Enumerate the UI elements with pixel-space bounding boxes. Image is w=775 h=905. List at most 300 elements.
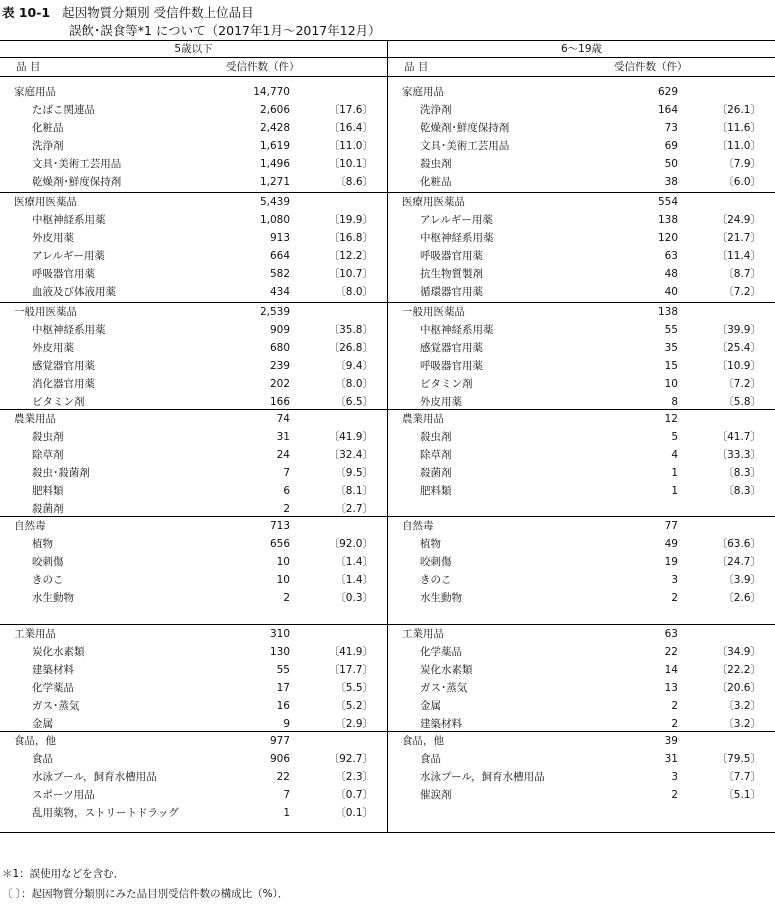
category-group — [0, 302, 387, 411]
category-group — [0, 624, 387, 733]
item-percentage: 〔25.4〕 — [716, 342, 761, 354]
item-percentage: 〔6.5〕 — [335, 396, 373, 408]
item-name: 除草剤 — [32, 449, 64, 461]
category-group — [388, 192, 775, 301]
item-percentage: 〔41.7〕 — [716, 431, 761, 443]
category-name: 食品，他 — [14, 735, 56, 747]
category-group — [388, 409, 775, 500]
table-row — [0, 464, 387, 482]
item-count: 239 — [269, 360, 290, 372]
age-header: 5歳以下 — [0, 41, 387, 58]
table-row — [0, 247, 387, 265]
item-count: 1,080 — [259, 214, 290, 226]
item-percentage: 〔8.3〕 — [723, 467, 761, 479]
count-header: 受信件数（件） — [226, 61, 300, 73]
category-name: 農業用品 — [14, 413, 56, 425]
category-row — [0, 193, 387, 211]
item-name: 中枢神経系用薬 — [420, 324, 494, 336]
item-percentage: 〔3.2〕 — [723, 700, 761, 712]
category-total: 14,770 — [253, 86, 290, 98]
category-row — [0, 410, 387, 428]
item-name: 殺虫･殺菌剤 — [32, 467, 90, 479]
item-name: 肥料類 — [32, 485, 64, 497]
table-row — [0, 661, 387, 679]
item-name: 抗生物質製剤 — [420, 268, 483, 280]
table-row — [388, 768, 775, 786]
category-group — [388, 624, 775, 733]
table-row — [388, 482, 775, 500]
item-count: 120 — [657, 232, 678, 244]
table-row — [0, 101, 387, 119]
category-total: 12 — [664, 413, 678, 425]
item-count: 19 — [664, 556, 678, 568]
item-count: 73 — [664, 122, 678, 134]
category-group — [0, 192, 387, 301]
item-percentage: 〔3.9〕 — [723, 574, 761, 586]
item-percentage: 〔22.2〕 — [716, 664, 761, 676]
item-name: 咬刺傷 — [420, 556, 452, 568]
item-name: きのこ — [420, 574, 452, 586]
item-name: 文具･美術工芸用品 — [32, 158, 122, 170]
category-group — [0, 83, 387, 191]
table-row — [388, 119, 775, 137]
item-count: 656 — [269, 538, 290, 550]
item-percentage: 〔92.0〕 — [328, 538, 373, 550]
item-name: アレルギー用薬 — [32, 250, 105, 262]
table-row — [388, 750, 775, 768]
item-percentage: 〔32.4〕 — [328, 449, 373, 461]
category-total: 713 — [269, 520, 290, 532]
item-percentage: 〔5.2〕 — [335, 700, 373, 712]
table-row — [0, 804, 387, 822]
item-count: 1,496 — [259, 158, 290, 170]
table-row — [0, 571, 387, 589]
category-group — [0, 731, 387, 822]
item-count: 434 — [269, 286, 290, 298]
item-count: 1 — [671, 467, 678, 479]
table-row — [388, 101, 775, 119]
category-row — [0, 732, 387, 750]
table-row — [0, 155, 387, 173]
category-group — [388, 516, 775, 607]
item-count: 906 — [269, 753, 290, 765]
item-name: スポーツ用品 — [32, 789, 95, 801]
category-name: 家庭用品 — [402, 86, 444, 98]
table-title-line1: 起因物質分類別 受信件数上位品目 — [62, 5, 254, 20]
table-row — [388, 535, 775, 553]
item-name: ガス･蒸気 — [420, 682, 468, 694]
item-count: 1,619 — [259, 140, 290, 152]
item-name: 除草剤 — [420, 449, 452, 461]
item-percentage: 〔3.2〕 — [723, 718, 761, 730]
table-row — [0, 697, 387, 715]
item-name: 水生動物 — [420, 592, 462, 604]
table-row — [388, 229, 775, 247]
item-name: 催涙剤 — [420, 789, 452, 801]
category-total: 2,539 — [259, 306, 290, 318]
item-name: 建築材料 — [420, 718, 462, 730]
table-row — [388, 321, 775, 339]
item-percentage: 〔26.8〕 — [328, 342, 373, 354]
table-row — [0, 229, 387, 247]
item-name: 建築材料 — [32, 664, 74, 676]
item-count: 3 — [671, 574, 678, 586]
item-count: 49 — [664, 538, 678, 550]
item-count: 9 — [283, 718, 290, 730]
category-row — [0, 83, 387, 101]
table-row — [388, 679, 775, 697]
table-row — [0, 446, 387, 464]
table-row — [388, 446, 775, 464]
item-name: 金属 — [32, 718, 53, 730]
item-count: 2 — [283, 503, 290, 515]
item-name: 乱用薬物，ストリートドラッグ — [32, 807, 179, 819]
item-percentage: 〔41.9〕 — [328, 646, 373, 658]
table-row — [0, 265, 387, 283]
table-row — [388, 428, 775, 446]
item-name: 文具･美術工芸用品 — [420, 140, 510, 152]
column-header — [0, 58, 387, 77]
table-row — [0, 339, 387, 357]
item-name: 外皮用薬 — [32, 232, 74, 244]
item-name: 外皮用薬 — [420, 396, 462, 408]
category-row — [388, 732, 775, 750]
item-count: 1 — [671, 485, 678, 497]
item-count: 63 — [664, 250, 678, 262]
item-count: 10 — [276, 556, 290, 568]
item-name: 感覚器官用薬 — [32, 360, 95, 372]
item-name: 殺虫剤 — [420, 158, 452, 170]
table-row — [388, 589, 775, 607]
item-count: 913 — [269, 232, 290, 244]
table-row — [0, 553, 387, 571]
item-name: 化学薬品 — [420, 646, 462, 658]
table-row — [388, 283, 775, 301]
table-row — [388, 173, 775, 191]
item-name: 水生動物 — [32, 592, 74, 604]
item-count: 2 — [671, 789, 678, 801]
item-percentage: 〔10.7〕 — [328, 268, 373, 280]
column-header — [388, 58, 775, 77]
item-name: 化粧品 — [32, 122, 64, 134]
item-count: 2,428 — [259, 122, 290, 134]
item-name: 殺菌剤 — [420, 467, 452, 479]
table-title — [2, 3, 254, 21]
table-row — [388, 137, 775, 155]
item-count: 15 — [664, 360, 678, 372]
category-row — [388, 83, 775, 101]
item-percentage: 〔0.3〕 — [335, 592, 373, 604]
item-percentage: 〔8.0〕 — [335, 286, 373, 298]
item-percentage: 〔2.3〕 — [335, 771, 373, 783]
category-row — [388, 517, 775, 535]
item-count: 4 — [671, 449, 678, 461]
item-percentage: 〔34.9〕 — [716, 646, 761, 658]
item-percentage: 〔2.6〕 — [723, 592, 761, 604]
table-row — [0, 428, 387, 446]
item-count: 1 — [283, 807, 290, 819]
table-row — [388, 553, 775, 571]
category-total: 5,439 — [259, 196, 290, 208]
item-percentage: 〔35.8〕 — [328, 324, 373, 336]
table-row — [388, 697, 775, 715]
item-count: 6 — [283, 485, 290, 497]
category-total: 39 — [664, 735, 678, 747]
item-name: 殺菌剤 — [32, 503, 64, 515]
item-name: きのこ — [32, 574, 64, 586]
table-number: 表 10-1 — [2, 5, 51, 20]
table-row — [388, 661, 775, 679]
item-name: 中枢神経系用薬 — [32, 214, 106, 226]
category-total: 554 — [657, 196, 678, 208]
item-count: 5 — [671, 431, 678, 443]
table-row — [388, 786, 775, 804]
item-count: 48 — [664, 268, 678, 280]
footnote-1: ＊1：誤使用などを含む． — [2, 868, 125, 880]
item-count: 69 — [664, 140, 678, 152]
item-percentage: 〔8.6〕 — [335, 176, 373, 188]
category-name: 一般用医薬品 — [402, 306, 465, 318]
item-percentage: 〔33.3〕 — [716, 449, 761, 461]
item-count: 10 — [276, 574, 290, 586]
item-count: 680 — [269, 342, 290, 354]
item-percentage: 〔21.7〕 — [716, 232, 761, 244]
table-row — [0, 768, 387, 786]
item-count: 50 — [664, 158, 678, 170]
item-percentage: 〔24.7〕 — [716, 556, 761, 568]
item-name: 化学薬品 — [32, 682, 74, 694]
item-percentage: 〔9.5〕 — [335, 467, 373, 479]
item-name: 化粧品 — [420, 176, 452, 188]
category-total: 77 — [664, 520, 678, 532]
item-percentage: 〔63.6〕 — [716, 538, 761, 550]
item-percentage: 〔79.5〕 — [716, 753, 761, 765]
table-row — [0, 321, 387, 339]
item-count: 31 — [664, 753, 678, 765]
item-percentage: 〔8.1〕 — [335, 485, 373, 497]
item-count: 7 — [283, 467, 290, 479]
category-group — [388, 83, 775, 191]
item-percentage: 〔10.9〕 — [716, 360, 761, 372]
table-row — [0, 589, 387, 607]
item-name: 消化器官用薬 — [32, 378, 95, 390]
item-percentage: 〔7.2〕 — [723, 286, 761, 298]
category-total: 74 — [276, 413, 290, 425]
category-name: 工業用品 — [14, 628, 56, 640]
table-row — [388, 155, 775, 173]
category-name: 農業用品 — [402, 413, 444, 425]
item-percentage: 〔0.1〕 — [335, 807, 373, 819]
item-percentage: 〔10.1〕 — [328, 158, 373, 170]
table-row — [0, 173, 387, 191]
category-row — [388, 410, 775, 428]
item-percentage: 〔5.5〕 — [335, 682, 373, 694]
item-percentage: 〔1.4〕 — [335, 556, 373, 568]
category-name: 一般用医薬品 — [14, 306, 77, 318]
item-name: アレルギー用薬 — [420, 214, 493, 226]
item-name: ガス･蒸気 — [32, 700, 80, 712]
table-row — [388, 211, 775, 229]
item-count: 22 — [664, 646, 678, 658]
item-name: 呼吸器官用薬 — [420, 360, 483, 372]
item-count: 164 — [657, 104, 678, 116]
table-row — [0, 482, 387, 500]
item-count: 166 — [269, 396, 290, 408]
count-header: 受信件数（件） — [614, 61, 688, 73]
item-count: 24 — [276, 449, 290, 461]
item-name: 炭化水素類 — [32, 646, 85, 658]
item-name: 血液及び体液用薬 — [32, 286, 116, 298]
footnote-2: 〔 〕：起因物質分類別にみた品目別受信件数の構成比（%）． — [2, 888, 289, 900]
item-count: 664 — [269, 250, 290, 262]
item-percentage: 〔9.4〕 — [335, 360, 373, 372]
table-row — [0, 211, 387, 229]
item-name: 食品 — [32, 753, 53, 765]
item-percentage: 〔8.3〕 — [723, 485, 761, 497]
table-row — [388, 339, 775, 357]
category-group — [388, 731, 775, 804]
table-row — [0, 283, 387, 301]
item-name: 金属 — [420, 700, 441, 712]
item-percentage: 〔20.6〕 — [716, 682, 761, 694]
item-percentage: 〔2.9〕 — [335, 718, 373, 730]
item-name: 水泳プール，飼育水槽用品 — [420, 771, 545, 783]
item-name: 殺虫剤 — [32, 431, 64, 443]
item-count: 8 — [671, 396, 678, 408]
item-count: 40 — [664, 286, 678, 298]
category-group — [0, 409, 387, 518]
item-percentage: 〔92.7〕 — [328, 753, 373, 765]
item-count: 1,271 — [259, 176, 290, 188]
item-percentage: 〔7.9〕 — [723, 158, 761, 170]
item-percentage: 〔16.8〕 — [328, 232, 373, 244]
table-row — [0, 375, 387, 393]
item-percentage: 〔0.7〕 — [335, 789, 373, 801]
item-name: ビタミン剤 — [32, 396, 85, 408]
category-name: 自然毒 — [402, 520, 434, 532]
item-percentage: 〔5.1〕 — [723, 789, 761, 801]
item-count: 138 — [657, 214, 678, 226]
category-row — [388, 625, 775, 643]
item-percentage: 〔1.4〕 — [335, 574, 373, 586]
item-percentage: 〔19.9〕 — [328, 214, 373, 226]
item-name: 乾燥剤･鮮度保持剤 — [420, 122, 510, 134]
item-name: 外皮用薬 — [32, 342, 74, 354]
category-group — [0, 516, 387, 607]
table-row — [0, 119, 387, 137]
table-row — [0, 137, 387, 155]
item-count: 35 — [664, 342, 678, 354]
item-count: 38 — [664, 176, 678, 188]
table-row — [0, 679, 387, 697]
item-count: 13 — [664, 682, 678, 694]
item-name: 炭化水素類 — [420, 664, 473, 676]
item-percentage: 〔17.7〕 — [328, 664, 373, 676]
table-row — [388, 357, 775, 375]
item-count: 7 — [283, 789, 290, 801]
item-count: 55 — [664, 324, 678, 336]
item-percentage: 〔5.8〕 — [723, 396, 761, 408]
item-percentage: 〔8.7〕 — [723, 268, 761, 280]
item-count: 2 — [671, 700, 678, 712]
item-count: 202 — [269, 378, 290, 390]
item-name: 殺虫剤 — [420, 431, 452, 443]
table-column-under5 — [0, 41, 387, 832]
item-percentage: 〔26.1〕 — [716, 104, 761, 116]
item-name: 洗浄剤 — [32, 140, 64, 152]
item-name: 循環器官用薬 — [420, 286, 483, 298]
category-name: 医療用医薬品 — [14, 196, 77, 208]
item-percentage: 〔11.6〕 — [716, 122, 761, 134]
table-row — [0, 535, 387, 553]
category-name: 食品，他 — [402, 735, 444, 747]
item-percentage: 〔16.4〕 — [328, 122, 373, 134]
category-name: 家庭用品 — [14, 86, 56, 98]
item-name: 洗浄剤 — [420, 104, 452, 116]
item-count: 55 — [276, 664, 290, 676]
category-name: 自然毒 — [14, 520, 46, 532]
category-name: 工業用品 — [402, 628, 444, 640]
item-count: 10 — [664, 378, 678, 390]
category-total: 138 — [657, 306, 678, 318]
table-row — [0, 357, 387, 375]
item-name: ビタミン剤 — [420, 378, 473, 390]
item-percentage: 〔6.0〕 — [723, 176, 761, 188]
category-total: 977 — [269, 735, 290, 747]
item-count: 3 — [671, 771, 678, 783]
category-total: 629 — [657, 86, 678, 98]
item-percentage: 〔8.0〕 — [335, 378, 373, 390]
item-count: 31 — [276, 431, 290, 443]
category-row — [388, 303, 775, 321]
table-row — [388, 464, 775, 482]
item-percentage: 〔41.9〕 — [328, 431, 373, 443]
table-row — [0, 786, 387, 804]
item-name: 感覚器官用薬 — [420, 342, 483, 354]
item-count: 16 — [276, 700, 290, 712]
item-name: 肥料類 — [420, 485, 452, 497]
item-count: 22 — [276, 771, 290, 783]
category-total: 63 — [664, 628, 678, 640]
item-percentage: 〔7.7〕 — [723, 771, 761, 783]
item-count: 130 — [269, 646, 290, 658]
table-row — [388, 643, 775, 661]
category-row — [0, 517, 387, 535]
category-row — [388, 193, 775, 211]
item-count: 17 — [276, 682, 290, 694]
category-name: 医療用医薬品 — [402, 196, 465, 208]
item-percentage: 〔7.2〕 — [723, 378, 761, 390]
item-name: 中枢神経系用薬 — [420, 232, 494, 244]
item-header: 品 目 — [404, 61, 429, 73]
item-count: 2 — [671, 718, 678, 730]
item-count: 14 — [664, 664, 678, 676]
item-name: 植物 — [32, 538, 53, 550]
item-count: 909 — [269, 324, 290, 336]
item-name: 水泳プール，飼育水槽用品 — [32, 771, 157, 783]
item-name: たばこ関連品 — [32, 104, 95, 116]
table-row — [0, 643, 387, 661]
item-percentage: 〔12.2〕 — [328, 250, 373, 262]
item-percentage: 〔11.0〕 — [328, 140, 373, 152]
table-row — [388, 375, 775, 393]
item-percentage: 〔17.6〕 — [328, 104, 373, 116]
item-count: 2 — [283, 592, 290, 604]
table-row — [0, 750, 387, 768]
item-count: 2 — [671, 592, 678, 604]
data-table — [0, 40, 775, 833]
table-row — [388, 247, 775, 265]
